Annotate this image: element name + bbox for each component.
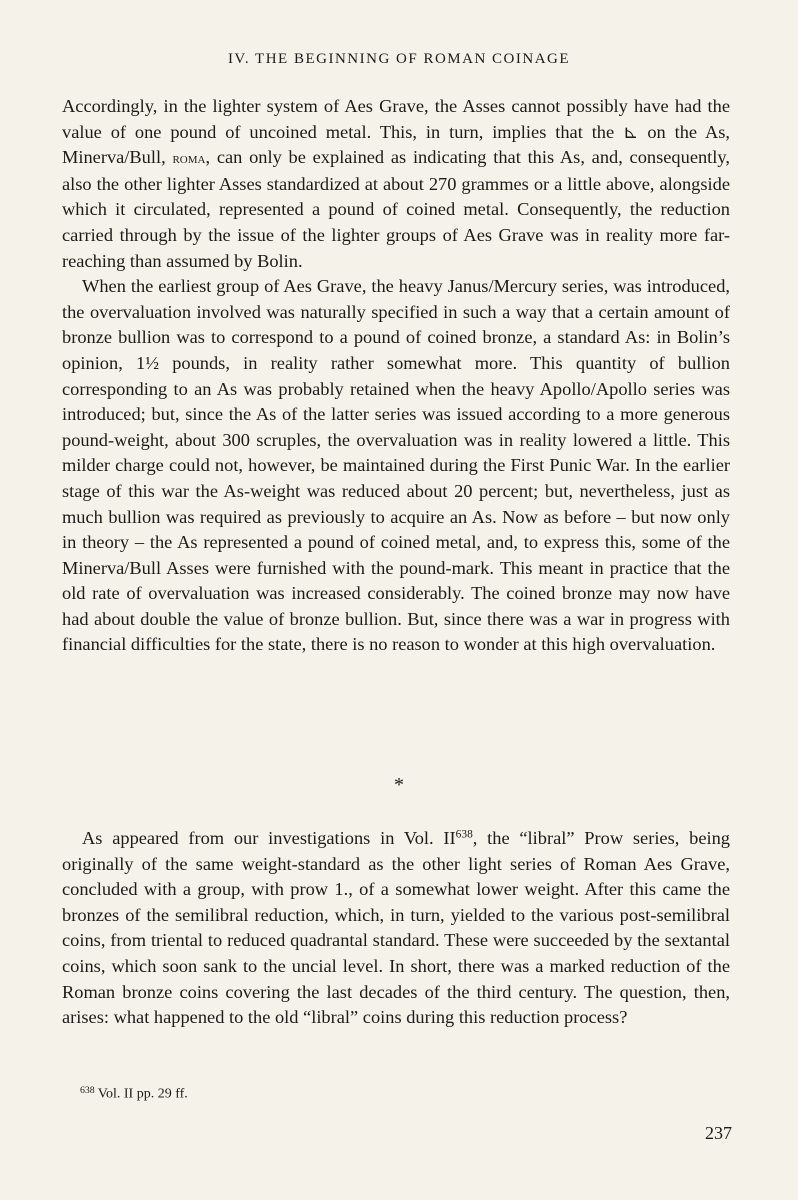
paragraph-1-text-a: Accordingly, in the lighter system of Aes Grave, the Asses cannot possibly have had the value of one pound of uncoined metal. This, in turn, implies that the ⊾ on the As, Minerva/Bull,: [62, 96, 730, 168]
body-text-section-2: [62, 826, 730, 1031]
paragraph-1-text-b: , can only be explained as indicating that this As, and, consequently, also the other lighter Asses standardized at about 270 grammes or a little above, alongside which it circulated, represented a pound of coined metal. Consequently, the reduction carried through by the issue of the lighter groups of Aes Grave was in reality more far-reaching than assumed by Bolin.: [62, 147, 731, 271]
section-separator: *: [394, 774, 404, 796]
paragraph-1: [62, 94, 730, 274]
footnote-marker: 638: [80, 1085, 95, 1096]
footnote-text: Vol. II pp. 29 ff.: [97, 1086, 188, 1102]
paragraph-3-text-a: As appeared from our investigations in Vol. II: [82, 828, 456, 848]
page-number: 237: [705, 1123, 732, 1143]
paragraph-3-text-b: , the “libral” Prow series, being originally of the same weight-standard as the other light series of Roman Aes Grave, concluded with a group, with prow 1., of a somewhat lower weight. After this came the bronzes of the semilibral reduction, which, in turn, yielded to the various post-semilibral coins, from triental to reduced quadrantal standard. These were succeeded by the sextantal coins, which soon sank to the uncial level. In short, there was a marked reduction of the Roman bronze coins covering the last decades of the third century. The question, then, arises: what happened to the old “libral” coins during this reduction process?: [62, 828, 730, 1028]
footnote: [80, 1082, 188, 1103]
running-head: IV. THE BEGINNING OF ROMAN COINAGE: [227, 51, 571, 67]
paragraph-2: When the earliest group of Aes Grave, the heavy Janus/Mercury series, was introduced, the overvaluation involved was naturally specified in such a way that a certain amount of bronze bullion was to correspond to a pound of coined bronze, a standard As: in Bolin’s opinion, 1½ pounds, in reality rather somewhat more. This quantity of bullion corresponding to an As was probably retained when the heavy Apollo/Apollo series was introduced; but, since the As of the latter series was issued according to a more generous pound-weight, about 300 scruples, the overvaluation was in reality lowered a little. This milder charge could not, however, be maintained during the First Punic War. In the earlier stage of this war the As-weight was reduced about 20 percent; but, nevertheless, just as much bullion was required as previously to acquire an As. Now as before – but now only in theory – the As represented a pound of coined metal, and, to express this, some of the Minerva/Bull Asses were furnished with the pound-mark. This meant in practice that the old rate of overvaluation was increased considerably. The coined bronze may now have had about double the value of bronze bullion. But, since there was a war in progress with financial difficulties for the state, there is no reason to wonder at this high overvaluation.: [62, 276, 730, 655]
roma-legend: roma: [172, 150, 206, 168]
body-text: [62, 94, 730, 658]
footnote-reference[interactable]: 638: [455, 828, 473, 841]
paragraph-3: [62, 826, 730, 1031]
